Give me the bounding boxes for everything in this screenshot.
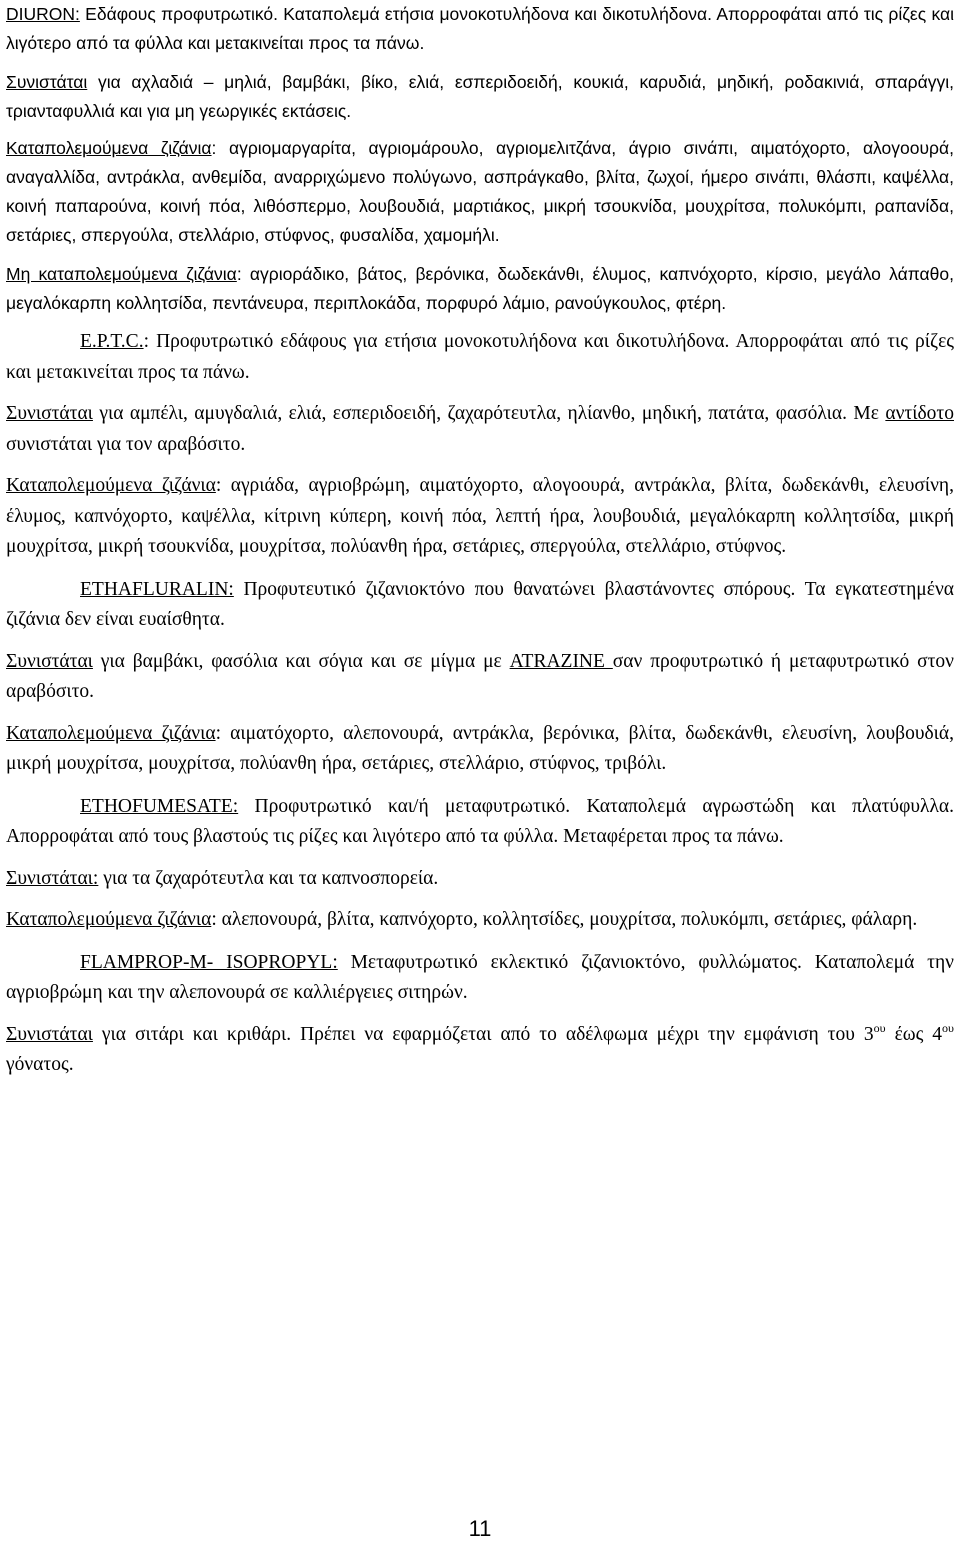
flamprop-section (6, 948, 954, 1081)
diuron-recommended: Συνιστάται για αχλαδιά – μηλιά, βαμβάκι, βίκο, ελιά, εσπεριδοειδή, κουκιά, καρυδιά, μηδική, ροδακινιά, σπαράγγι, τριανταφυλλιά και για μη γεωργικές εκτάσεις. (6, 72, 954, 121)
diuron-intro: DIURON: Εδάφους προφυτρωτικό. Καταπολεμά ετήσια μονοκοτυλήδονα και δικοτυλήδονα. Απορροφάται από τις ρίζες και λιγότερο από τα φύλλα και μετακινείται προς τα πάνω. (6, 4, 954, 53)
flamprop-recommended: Συνιστάται για σιτάρι και κριθάρι. Πρέπει να εφαρμόζεται από το αδέλφωμα μέχρι την εμφάνιση του $3^{o\upsilon}$ έως $4^{o\upsilon}$ γόνατος. (6, 1020, 954, 1075)
page-number: 11 (468, 1516, 492, 1541)
diuron-not-controlled-weeds: Μη καταπολεμούμενα ζιζάνια: αγριοράδικο, βάτος, βερόνικα, δωδεκάνθι, έλυμος, καπνόχορτο, κίρσιο, μεγάλο λάπαθο, μεγαλόκαρπη κολλητσίδα, πεντάνευρα, περιπλοκάδα, πορφυρό λάμιο, ρανούγκουλος, φτέρη. (6, 264, 954, 313)
eptc-intro: E.P.T.C.: Προφυτρωτικό εδάφους για ετήσια μονοκοτυλήδονα και δικοτυλήδονα. Απορροφάται από τις ρίζες και μετακινείται προς τα πάνω. (6, 331, 954, 383)
eptc-recommended: Συνιστάται για αμπέλι, αμυγδαλιά, ελιά, εσπεριδοειδή, ζαχαρότευτλα, ηλίανθο, μηδική, πατάτα, φασόλια. Με αντίδοτο συνιστάται για τον αραβόσιτο. (6, 403, 954, 455)
ethofumesate-recommended: Συνιστάται: για τα ζαχαρότευτλα και τα καπνοσπορεία. (6, 867, 439, 889)
ethafluralin-section (6, 575, 954, 780)
ethafluralin-recommended: Συνιστάται για βαμβάκι, φασόλια και σόγια και σε μίγμα με ATRAZINE σαν προφυτρωτικό ή μεταφυτρωτικό στον αραβόσιτο. (6, 650, 954, 702)
document-page (6, 0, 954, 1081)
diuron-section (6, 0, 954, 318)
eptc-section (6, 327, 954, 563)
eptc-name: E.P.T.C. (80, 331, 144, 352)
ethafluralin-name: ETHAFLURALIN: (80, 578, 234, 600)
eptc-controlled-weeds: Καταπολεμούμενα ζιζάνια: αγριάδα, αγριοβρώμη, αιματόχορτο, αλογοουρά, αντράκλα, βλίτα, δωδεκάνθι, ελευσίνη, έλυμος, καπνόχορτο, καψέλλα, κίτρινη κύπερη, κοινή πόα, λεπτή ήρα, λουβουδιά, μεγαλόκαρπη κολλητσίδα, μικρή μουχρίτσα, μικρή τσουκνίδα, μουχρίτσα, πολύανθη ήρα, σετάριες, σπεργούλα, στελλάριο, στύφνος. (6, 475, 954, 557)
diuron-name: DIURON: (6, 4, 80, 24)
ethofumesate-section (6, 792, 954, 936)
ethofumesate-intro: ETHOFUMESATE: Προφυτρωτικό και/ή μεταφυτρωτικό. Καταπολεμά αγρωστώδη και πλατύφυλλα. Απορροφάται από τους βλαστούς τις ρίζες και λιγότερο από τα φύλλα. Μεταφέρεται προς τα πάνω. (6, 795, 954, 847)
flamprop-name: FLAMPROP-M- ISOPROPYL: (80, 951, 338, 973)
ethofumesate-name: ETHOFUMESATE: (80, 795, 239, 817)
ethofumesate-controlled-weeds: Καταπολεμούμενα ζιζάνια: αλεπονουρά, βλίτα, καπνόχορτο, κολλητσίδες, μουχρίτσα, πολυκόμπι, σετάριες, φάλαρη. (6, 909, 918, 930)
flamprop-intro: FLAMPROP-M- ISOPROPYL: Μεταφυτρωτικό εκλεκτικό ζιζανιοκτόνο, φυλλώματος. Καταπολεμά την αγριοβρώμη και την αλεπονουρά σε καλλιέργειες σιτηρών. (6, 951, 954, 1003)
diuron-controlled-weeds: Καταπολεμούμενα ζιζάνια: αγριομαργαρίτα, αγριομάρουλο, αγριομελιτζάνα, άγριο σινάπι, αιματόχορτο, αλογοουρά, αναγαλλίδα, αντράκλα, ανθεμίδα, αναρριχώμενο πολύγωνο, ασπράγκαθο, βλίτα, ζωχοί, ήμερο σινάπι, θλάσπι, καψέλλα, κοινή παπαρούνα, κοινή πόα, λιθόσπερμο, λουβουδιά, μαρτιάκος, μικρή τσουκνίδα, μουχρίτσα, πολυκόμπι, ραπανίδα, σετάριες, σπεργούλα, στελλάριο, στύφνος, φυσαλίδα, χαμομήλι. (6, 138, 954, 245)
ethafluralin-intro: ETHAFLURALIN: Προφυτευτικό ζιζανιοκτόνο που θανατώνει βλαστάνοντες σπόρους. Τα εγκατεστημένα ζιζάνια δεν είναι ευαίσθητα. (6, 578, 954, 630)
ethafluralin-controlled-weeds: Καταπολεμούμενα ζιζάνια: αιματόχορτο, αλεπονουρά, αντράκλα, βερόνικα, βλίτα, δωδεκάνθι, ελευσίνη, λουβουδιά, μικρή μουχρίτσα, μουχρίτσα, πολύανθη ήρα, σετάριες, στελλάριο, στύφνος, τριβόλι. (6, 722, 955, 774)
